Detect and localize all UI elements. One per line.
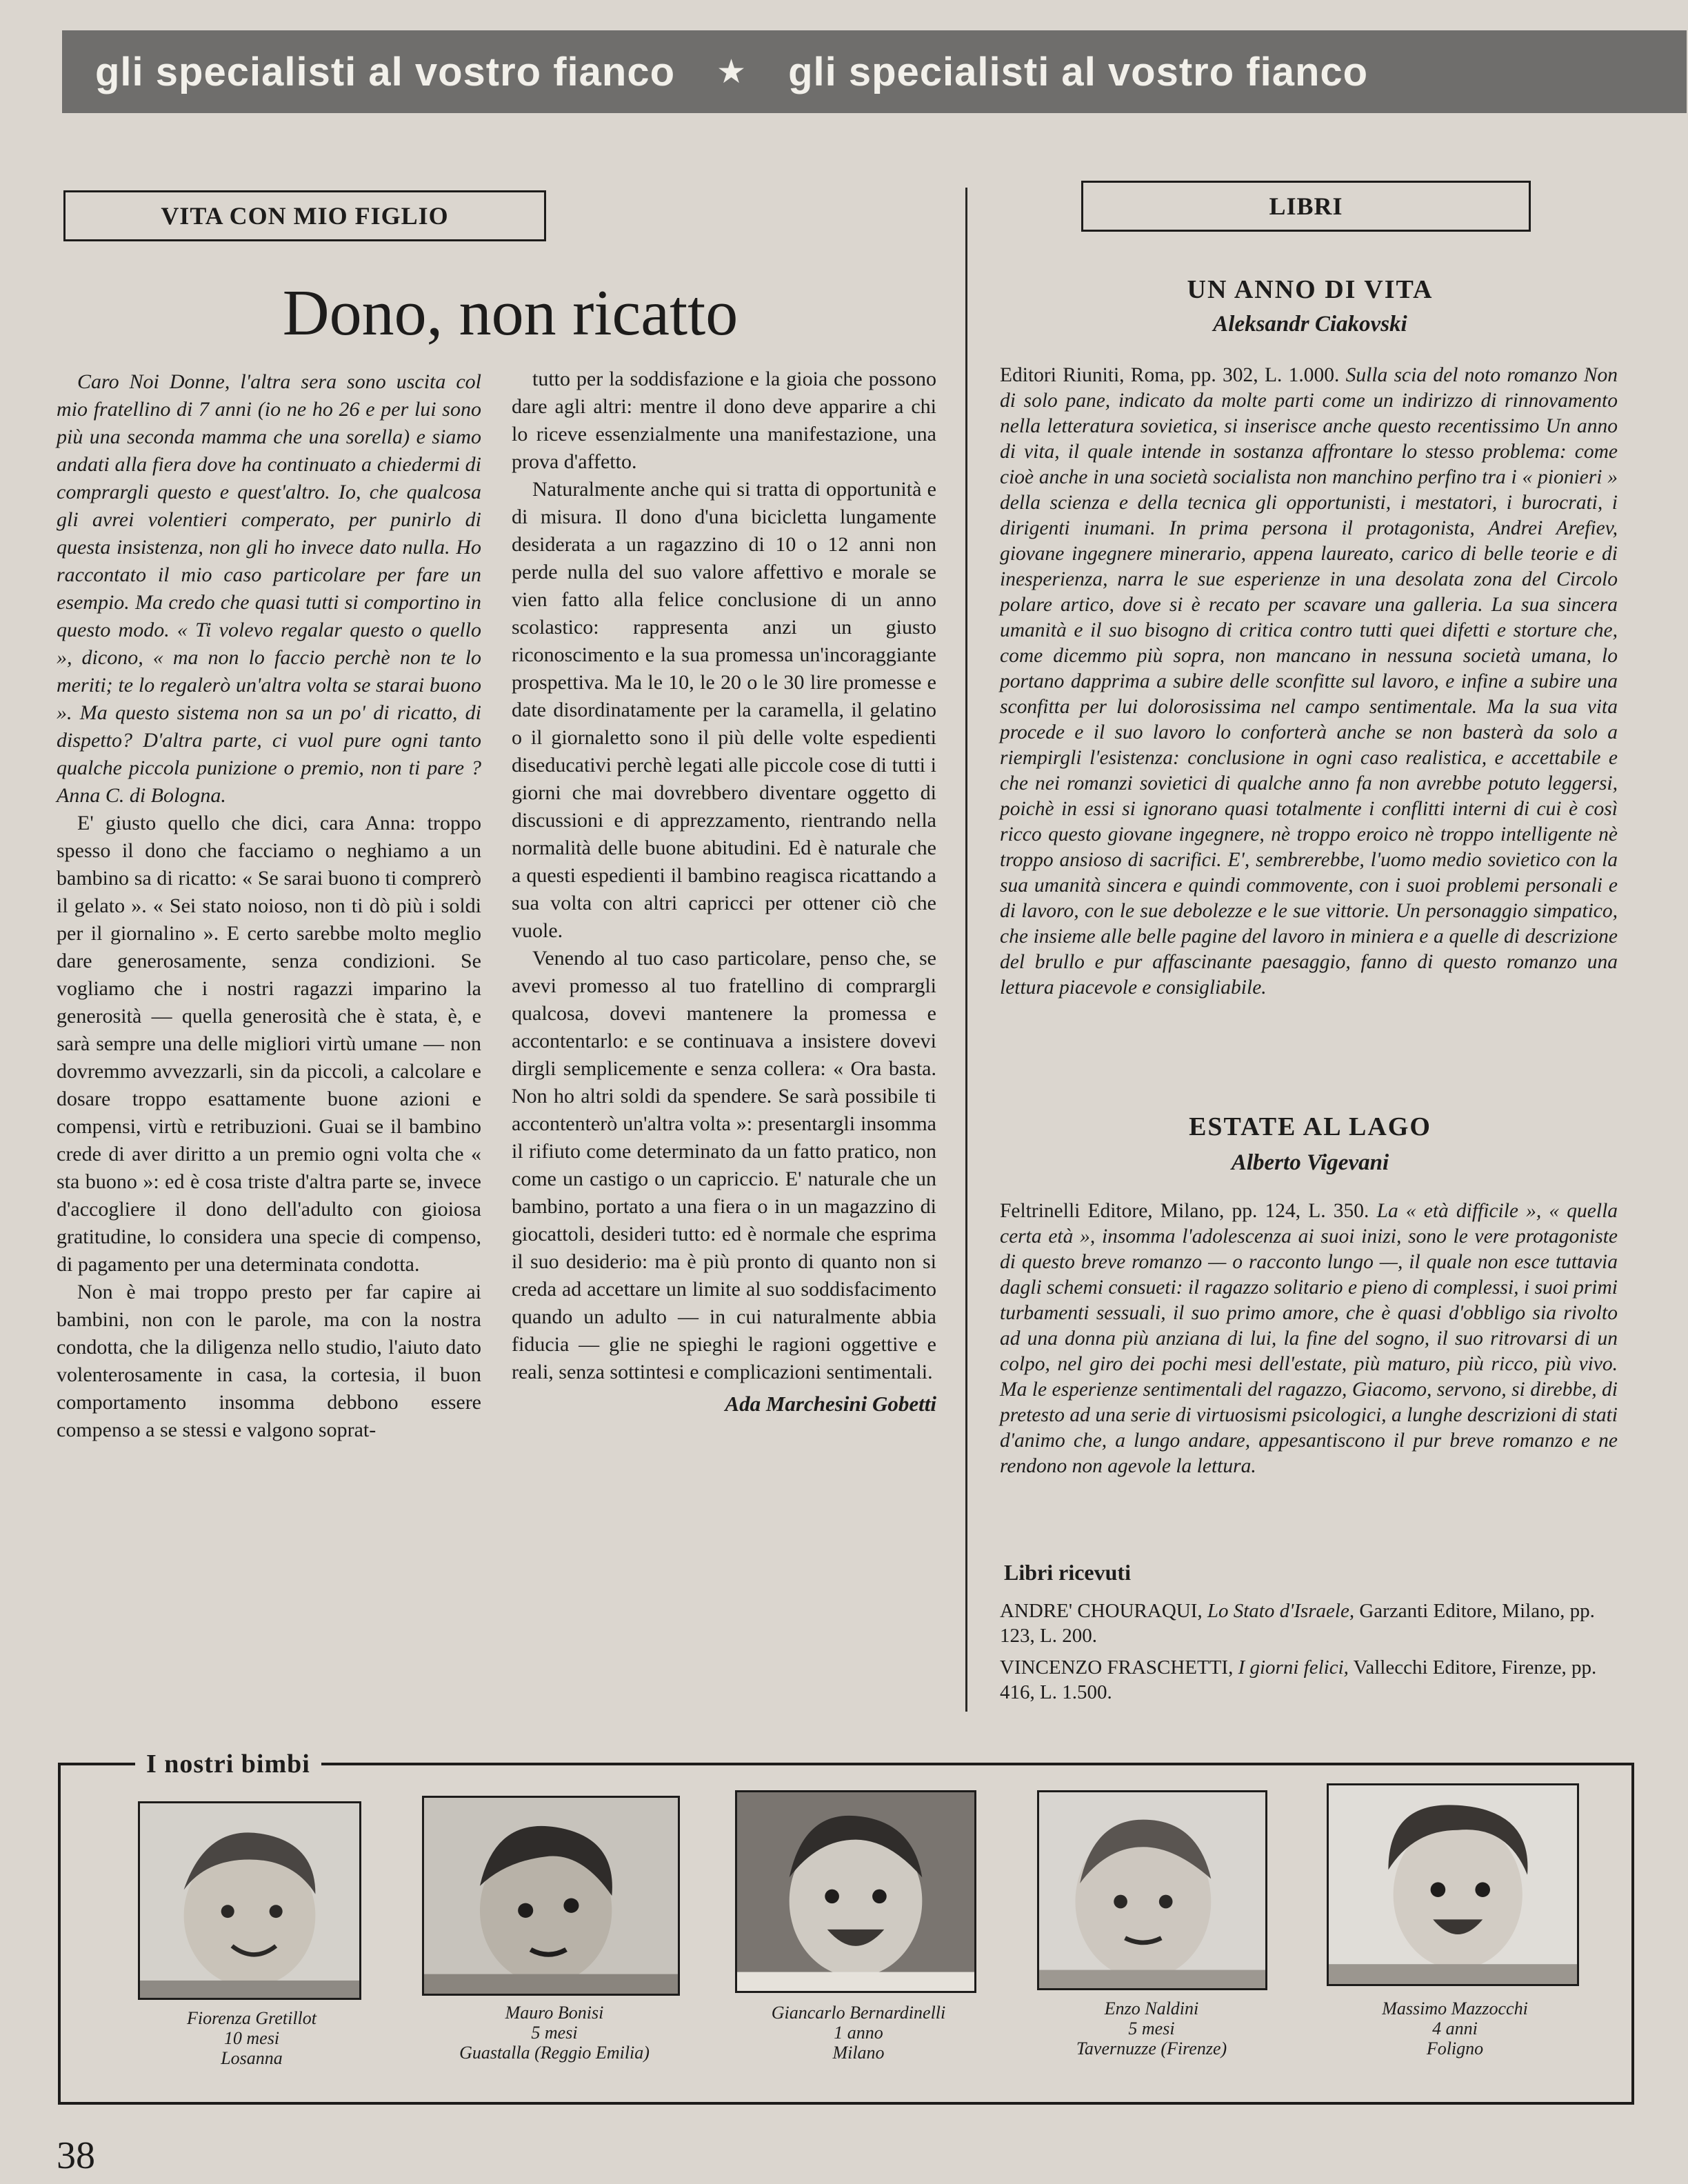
book-title: ESTATE AL LAGO bbox=[1189, 1112, 1431, 1141]
article-signature: Ada Marchesini Gobetti bbox=[725, 1392, 936, 1416]
received-title: Lo Stato d'Israele, bbox=[1207, 1600, 1355, 1622]
caption-city: Guastalla (Reggio Emilia) bbox=[459, 2043, 650, 2063]
article-column-1 bbox=[57, 368, 481, 1444]
photo-caption bbox=[717, 2003, 1000, 2063]
baby-portrait bbox=[1039, 1792, 1265, 1988]
received-books-heading: Libri ricevuti bbox=[1004, 1560, 1131, 1585]
caption-age: 5 mesi bbox=[1128, 2018, 1175, 2038]
caption-age: 5 mesi bbox=[531, 2023, 578, 2043]
baby-portrait bbox=[1329, 1785, 1577, 1984]
baby-photo bbox=[735, 1790, 976, 1993]
article-paragraph: tutto per la soddisfazione e la gioia che possono dare agli altri: mentre il dono deve apparire a chi lo riceve essenzialmente una manifestazione, una prova d'affetto. bbox=[512, 368, 936, 473]
caption-age: 1 anno bbox=[834, 2023, 883, 2043]
received-details: Garzanti Editore, Milano, pp. 123, L. 200. bbox=[1000, 1600, 1595, 1647]
article-paragraph: Non è mai troppo presto per far capire ai bambini, non con le parole, ma con la nostra condotta, che la diligenza nello studio, l'aiuto dato volenterosamente in casa, la cortesia, il buon comportamento insomma debbono essere compenso a se stessi e valgono soprat- bbox=[57, 1281, 481, 1441]
star-icon: ★ bbox=[716, 54, 747, 90]
photo-caption bbox=[410, 2003, 699, 2063]
article-title: Dono, non ricatto bbox=[282, 277, 738, 349]
caption-city: Losanna bbox=[221, 2048, 283, 2068]
caption-city: Foligno bbox=[1426, 2038, 1484, 2058]
book-author: Alberto Vigevani bbox=[1231, 1150, 1389, 1175]
baby-photo bbox=[1327, 1783, 1579, 1986]
caption-name: Enzo Naldini bbox=[1104, 1998, 1199, 2018]
baby-portrait bbox=[737, 1792, 974, 1991]
photo-caption bbox=[124, 2008, 379, 2068]
book-author: Aleksandr Ciakovski bbox=[1213, 312, 1407, 337]
received-author: ANDRE' CHOURAQUI, bbox=[1000, 1600, 1203, 1622]
letter-paragraph: Caro Noi Donne, l'altra sera sono uscita col mio fratellino di 7 anni (io ne ho 26 e per lui sono più una seconda mamma che una sorella) e siamo andati alla fiera dove ha continuato a chiedermi di comprargli questo e quest'altro. Io, che qualcosa gli avrei volentieri comperato, per punirlo di questa insistenza, non gli ho invece dato nulla. Ho raccontato il mio caso particolare per fare un esempio. Ma credo che quasi tutti si comportino in questo modo. « Ti volevo regalar questo o quello », dicono, « ma non lo faccio perchè non te lo meriti; te lo regalerò un'altra volta se starai buono ». Ma questo sistema non sa un po' di ricatto, di dispetto? D'altra parte, ci vuol pure ogni tanto qualche piccola punizione o premio, non ti pare ? Anna C. di Bologna. bbox=[57, 370, 481, 807]
bimbi-title: I nostri bimbi bbox=[135, 1756, 321, 1772]
baby-photo bbox=[422, 1796, 680, 1996]
section-label-vita: VITA CON MIO FIGLIO bbox=[63, 190, 546, 241]
caption-name: Massimo Mazzocchi bbox=[1382, 1998, 1528, 2018]
caption-name: Giancarlo Bernardinelli bbox=[771, 2003, 946, 2023]
baby-portrait bbox=[140, 1803, 359, 1998]
book-review-text: La « età difficile », « quella certa età », insomma l'adolescenza ai suoi inizi, sono le vere protagoniste di questo breve romanzo — o racconto lungo —, il quale non esce tuttavia dagli schemi consueti: il ragazzo solitario e pieno di complessi, i suoi primi turbamenti sessuali, il suo primo amore, che è quasi d'obbligo sia rivolto ad una donna più anziana di lui, la fine del sogno, il suo ritrovarsi di un colpo, nel giro dei pochi mesi dell'estate, più maturo, più ricco, più vivo. Ma le esperienze sentimentali del ragazzo, Giacomo, servono, si direbbe, di pretesto ad una serie di virtuosismi psicologici, a lunghe descrizioni di stati d'animo che, a lungo andare, appesantiscono il pur breve romanzo e ne rendono non agevole la lettura. bbox=[1000, 1200, 1618, 1477]
received-author: VINCENZO FRASCHETTI, bbox=[1000, 1656, 1234, 1679]
photo-caption bbox=[1021, 1998, 1283, 2058]
header-band-text-left: gli specialisti al vostro fianco bbox=[95, 49, 676, 94]
received-title: I giorni felici, bbox=[1238, 1656, 1349, 1679]
header-band-text-right: gli specialisti al vostro fianco bbox=[788, 49, 1369, 94]
caption-name: Fiorenza Gretillot bbox=[186, 2008, 316, 2028]
article-paragraph: E' giusto quello che dici, cara Anna: troppo spesso il dono che facciamo o neghiamo a un bambino sa di ricatto: « Se sarai buono ti comprerò il gelato ». « Sei stato noioso, non ti dò più i soldi per il giornalino ». E certo sarebbe molto meglio dare generosamente, senza condizioni. Se vogliamo che i nostri ragazzi imparino la generosità — quella generosità che è stata, è, e sarà sempre una delle migliori virtù umane — non dovremmo avvezzarli, sin da piccoli, a calcolare e dosare troppo esattamente buone azioni e compensi, virtù e retribuzioni. Guai se il bambino crede di aver diritto a un premio ogni volta che « sta buono »: ed è cosa triste d'altra parte se, invece d'accogliere il dono dell'adulto con gioiosa gratitudine, lo considera una specie di compenso, di pagamento per una determinata condotta. bbox=[57, 812, 481, 1276]
book-publisher: Feltrinelli Editore, Milano, pp. 124, L. 350. bbox=[1000, 1200, 1369, 1222]
book-review bbox=[1000, 1199, 1618, 1479]
received-book-entry bbox=[1000, 1599, 1618, 1648]
book-review-text: Sulla scia del noto romanzo Non di solo pane, indicato da molte parti come un indirizzo di rinnovamento nella letteratura sovietica, si inserisce anche questo recentissimo Un anno di vita, il quale intende in sostanza affrontare lo stesso problema: come cioè anche in una società socialista non manchino perfino tra i « pionieri » della scienza e della tecnica gli opportunisti, i mestatori, i burocrati, i dirigenti inumani. In prima persona il protagonista, Andrei Arefiev, giovane ingegnere minerario, appena laureato, carico di belle teorie e di inesperienza, narra le sue esperienze in una desolata zona del Circolo polare artico, dove si è recato per scavare una galleria. La sua sincera umanità e il suo bisogno di critica contro tutti quei difetti e storture che, come dicemmo più sopra, non mancano in nessuna società umana, lo portano dapprima a subire delle sconfitte sul lavoro, e infine a subire una sconfitta per lui dolorosissima nel campo sentimentale. Ma la sua vita procede e il suo lavoro lo conforterà anche se non basterà da solo a riempirgli l'esistenza: conclusione in ogni caso realistica, e accettabile e che nei romanzi sovietici di qualche anno fa non avrebbe potuto leggersi, poichè in essi si ignorano quasi totalmente i conflitti interni di cui è così ricco questo giovane ingegnere, nè troppo eroico nè troppo intelligente nè troppo ansioso di sacrifici. E', sembrerebbe, l'uomo medio sovietico con la sua umanità sincera e quindi commovente, con i suoi problemi personali e di lavoro, con le sue debolezze e le sue vittorie. Un personaggio simpatico, che insieme alle belle pagine del lavoro in miniera e a quelle di descrizione del brullo e pur affascinante paesaggio, fanno di questo romanzo una lettura piacevole e consigliabile. bbox=[1000, 364, 1618, 999]
caption-age: 4 anni bbox=[1432, 2018, 1478, 2038]
article-column-2 bbox=[512, 365, 936, 1418]
page-number: 38 bbox=[57, 2134, 95, 2177]
baby-portrait bbox=[424, 1798, 678, 1994]
column-divider bbox=[965, 188, 967, 1712]
caption-city: Milano bbox=[832, 2043, 885, 2063]
article-paragraph: Venendo al tuo caso particolare, penso che, se avevi promesso al tuo fratellino di comprargli qualcosa, dovevi mantenere la promessa e accontentarlo: e se continuava a insistere dovevi dirgli semplicemente e senza collera: « Ora basta. Non ho altri soldi da spendere. Se sarà possibile ti accontenterò un'altra volta »: presentargli insomma il rifiuto come determinato da un fatto pratico, non come un castigo o un capriccio. E' naturale che un bambino, portato a una fiera o in un magazzino di giocattoli, desideri tutto: ed è normale che esprima il suo desiderio: ma è più pronto di quanto non si creda ad accettare un limite al suo soddisfacimento quando un adulto — in cui naturalmente abbia fiducia — glie ne spieghi le ragioni oggettive e reali, senza sottintesi e complicazioni sentimentali. bbox=[512, 947, 936, 1383]
article-paragraph: Naturalmente anche qui si tratta di opportunità e di misura. Il dono d'una bicicletta lungamente desiderata a un ragazzino di 10 o 12 anni non perde nulla del suo valore affettivo e morale se vien fatto alla felice conclusione di un anno scolastico: rappresenta anzi un giusto riconoscimento e la sua promessa un'incoraggiante prospettiva. Ma le 10, le 20 o le 30 lire promesse e date disordinatamente per la caramella, il gelatino o il giornaletto sono il più delle volte espedienti diseducativi perchè legati alle piccole cose di tutti i giorni che mai dovrebbero diventare oggetto di discussioni e di apprezzamento, rientrando nella normalità delle buone abitudini. Ed è naturale che a questi espedienti il bambino reagisca ricattando a sua volta con altri capricci per ottener ciò che vuole. bbox=[512, 478, 936, 942]
caption-name: Mauro Bonisi bbox=[505, 2003, 604, 2023]
book-title: UN ANNO DI VITA bbox=[1187, 275, 1434, 304]
book-review bbox=[1000, 363, 1618, 1001]
caption-age: 10 mesi bbox=[223, 2028, 280, 2048]
header-band bbox=[62, 30, 1687, 113]
baby-photo bbox=[138, 1801, 361, 2000]
section-label-libri: LIBRI bbox=[1081, 181, 1531, 232]
caption-city: Tavernuzze (Firenze) bbox=[1076, 2038, 1227, 2058]
received-book-entry bbox=[1000, 1655, 1618, 1705]
book-publisher: Editori Riuniti, Roma, pp. 302, L. 1.000. bbox=[1000, 364, 1340, 386]
photo-caption bbox=[1324, 1998, 1586, 2058]
baby-photo bbox=[1037, 1790, 1267, 1990]
received-details: Vallecchi Editore, Firenze, pp. 416, L. 1.500. bbox=[1000, 1656, 1597, 1703]
